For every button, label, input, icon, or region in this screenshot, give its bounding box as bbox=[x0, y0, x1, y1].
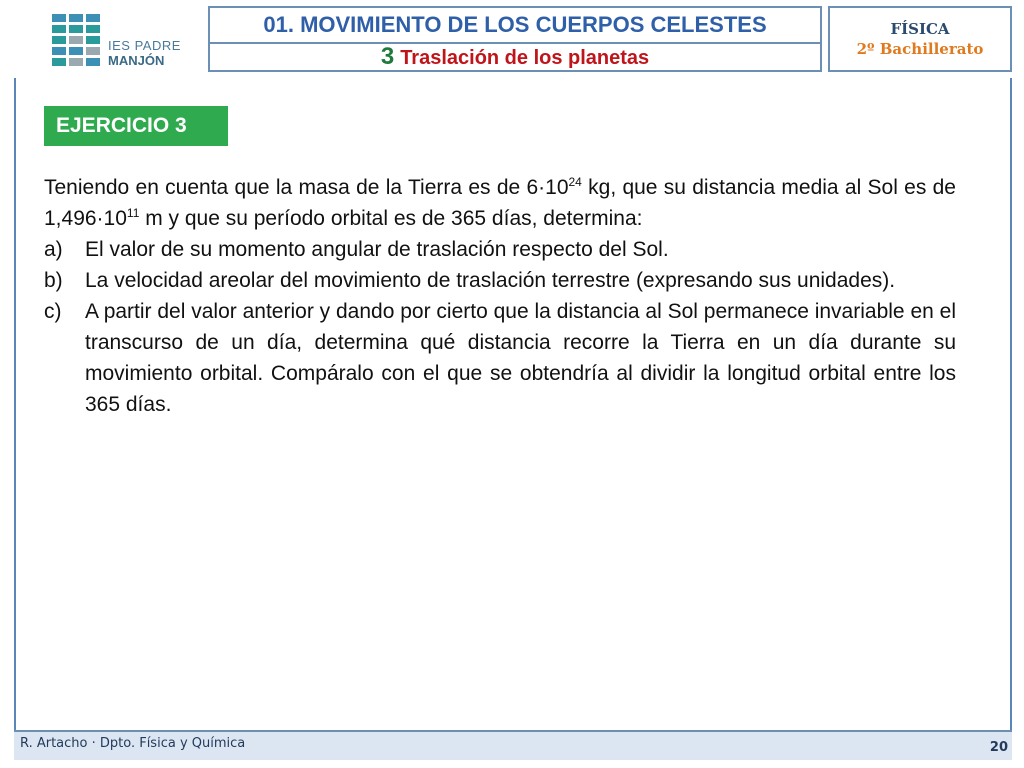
footer-author: R. Artacho · Dpto. Física y Química bbox=[20, 736, 246, 751]
item-marker: b) bbox=[44, 269, 63, 292]
course-label: 2º Bachillerato bbox=[856, 40, 984, 58]
section-number: 3 bbox=[380, 43, 395, 70]
exercise-intro bbox=[44, 172, 956, 234]
exercise-label: EJERCICIO 3 bbox=[44, 106, 228, 146]
list-item bbox=[44, 234, 956, 265]
footer bbox=[14, 730, 1012, 760]
page-frame-left bbox=[14, 78, 16, 730]
logo-grid-icon bbox=[52, 14, 100, 68]
item-text: La velocidad areolar del movimiento de traslación terrestre (expresando sus unidades). bbox=[85, 269, 896, 292]
section-title: Traslación de los planetas bbox=[400, 47, 650, 69]
item-text: El valor de su momento angular de traslación respecto del Sol. bbox=[85, 238, 669, 261]
item-text: A partir del valor anterior y dando por cierto que la distancia al Sol permanece invariable en el transcurso de un día, determina qué distancia recorre la Tierra en un día durante su movimiento orbital. Compáralo con el que se obtendría al dividir la longitud orbital entre los 365 días. bbox=[85, 300, 956, 416]
section-title-row bbox=[210, 44, 820, 70]
list-item bbox=[44, 265, 956, 296]
title-box bbox=[208, 6, 822, 72]
unit-title: 01. MOVIMIENTO DE LOS CUERPOS CELESTES bbox=[210, 8, 820, 44]
item-marker: c) bbox=[44, 300, 62, 323]
subject-label: FÍSICA bbox=[890, 20, 950, 38]
intro-exponent-2: 11 bbox=[126, 206, 140, 220]
subject-box bbox=[828, 6, 1012, 72]
intro-text-1: Teniendo en cuenta que la masa de la Tierra es de 6·10 bbox=[44, 176, 569, 199]
page-number: 20 bbox=[989, 740, 1008, 755]
item-marker: a) bbox=[44, 238, 63, 261]
logo-text-line1: IES PADRE bbox=[108, 38, 181, 53]
logo-text-line2: MANJÓN bbox=[108, 53, 165, 68]
intro-text-3: m y que su período orbital es de 365 días, determina: bbox=[139, 207, 643, 230]
page-frame-right bbox=[1010, 78, 1012, 730]
intro-exponent-1: 24 bbox=[568, 175, 582, 189]
school-logo bbox=[52, 14, 181, 70]
intro-text-2: kg, que su distancia media al Sol es de 1,496·10 bbox=[44, 176, 956, 230]
exercise-content bbox=[44, 172, 956, 420]
list-item bbox=[44, 296, 956, 420]
